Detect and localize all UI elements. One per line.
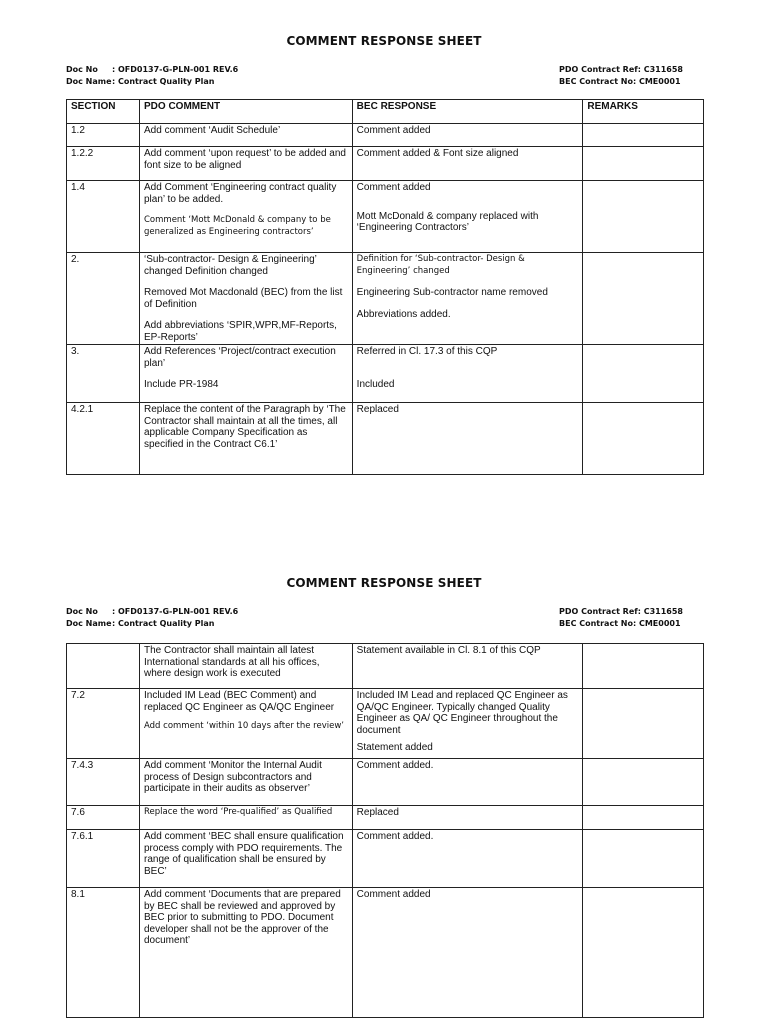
- table-row: [67, 689, 704, 759]
- bec-response-text: Replaced: [356, 404, 399, 415]
- bec-response-text: Replaced: [356, 807, 399, 818]
- pdo-comment-text: The Contractor shall maintain all latest International standards at all his offices, where design work is executed: [144, 645, 320, 679]
- table-row: [67, 147, 704, 181]
- contract-info: [559, 606, 683, 630]
- bec-response-text: Abbreviations added.: [356, 308, 451, 320]
- pdo-comment-cell: [140, 759, 353, 806]
- remarks-cell: [583, 147, 704, 181]
- table-row: [67, 345, 704, 403]
- pdo-comment-cell: [140, 689, 353, 759]
- doc-no-value: : OFD0137-G-PLN-001 REV.6: [112, 607, 239, 616]
- bec-response-text: Comment added: [356, 125, 431, 136]
- table-row: [67, 830, 704, 888]
- doc-info: [66, 606, 238, 630]
- bec-response-text: Statement available in Cl. 8.1 of this CQP: [356, 645, 541, 656]
- remarks-cell: [583, 759, 704, 806]
- pdo-comment-text: Removed Mot Macdonald (BEC) from the list of Definition: [144, 287, 343, 310]
- section-cell: 7.4.3: [67, 759, 140, 806]
- bec-contract-no: BEC Contract No: CME0001: [559, 77, 681, 86]
- section-cell: 7.6: [67, 806, 140, 830]
- table-header-row: [67, 100, 704, 124]
- remarks-cell: [583, 253, 704, 345]
- pdo-comment-text: Add References ‘Project/contract execution plan’: [144, 346, 336, 369]
- bec-response-text: Mott McDonald & company replaced with ‘Engineering Contractors’: [356, 210, 539, 233]
- table-row: [67, 253, 704, 345]
- pdo-comment-text: Add comment ‘BEC shall ensure qualification process comply with PDO requirements. The range of qualification shall be ensured by BEC’: [144, 831, 344, 877]
- pdo-comment-cell: [140, 147, 353, 181]
- pdo-comment-cell: [140, 806, 353, 830]
- section-cell: 3.: [67, 345, 140, 403]
- remarks-cell: [583, 403, 704, 475]
- contract-info: [559, 64, 683, 88]
- pdo-comment-cell: [140, 181, 353, 253]
- bec-response-text: Definition for ‘Sub-contractor- Design & Engineering’ changed: [356, 254, 525, 276]
- pdo-comment-cell: [140, 888, 353, 1018]
- section-cell: 1.2: [67, 124, 140, 147]
- bec-response-cell: [352, 644, 583, 689]
- pdo-comment-cell: [140, 253, 353, 345]
- column-header-bec-response: BEC RESPONSE: [352, 100, 583, 124]
- section-cell: 4.2.1: [67, 403, 140, 475]
- pdo-comment-text: Add comment ‘upon request’ to be added and font size to be aligned: [144, 148, 346, 171]
- section-cell: 1.4: [67, 181, 140, 253]
- pdo-contract-ref: PDO Contract Ref: C311658: [559, 65, 683, 74]
- doc-info: [66, 64, 238, 88]
- bec-response-cell: [352, 806, 583, 830]
- doc-no-value: : OFD0137-G-PLN-001 REV.6: [112, 65, 239, 74]
- sheet-title: COMMENT RESPONSE SHEET: [286, 34, 482, 48]
- pdo-comment-text: Include PR-1984: [144, 379, 219, 390]
- bec-response-cell: [352, 830, 583, 888]
- section-cell: 7.6.1: [67, 830, 140, 888]
- pdo-comment-text: Add comment ‘Monitor the Internal Audit process of Design subcontractors and participate in their audits as observer’: [144, 760, 322, 794]
- bec-response-text: Included: [356, 378, 395, 390]
- remarks-cell: [583, 689, 704, 759]
- bec-response-text: Comment added.: [356, 831, 434, 842]
- section-cell: 1.2.2: [67, 147, 140, 181]
- pdo-comment-cell: [140, 830, 353, 888]
- table-row: [67, 806, 704, 830]
- bec-response-text: Statement added: [356, 742, 433, 753]
- pdo-comment-text: Add comment ‘Audit Schedule’: [144, 125, 281, 136]
- remarks-cell: [583, 181, 704, 253]
- bec-response-text: Referred in Cl. 17.3 of this CQP: [356, 346, 498, 357]
- table-row: [67, 403, 704, 475]
- pdo-contract-ref: PDO Contract Ref: C311658: [559, 607, 683, 616]
- pdo-comment-text: Replace the word ‘Pre-qualified’ as Qualified: [144, 807, 333, 817]
- section-cell: [67, 644, 140, 689]
- section-cell: 7.2: [67, 689, 140, 759]
- sheet-title: COMMENT RESPONSE SHEET: [286, 576, 482, 590]
- column-header-remarks: REMARKS: [583, 100, 704, 124]
- bec-response-text: Engineering Sub-contractor name removed: [356, 287, 548, 298]
- bec-response-cell: [352, 403, 583, 475]
- pdo-comment-cell: [140, 124, 353, 147]
- doc-name-label: Doc Name: [66, 77, 112, 86]
- section-cell: 8.1: [67, 888, 140, 1018]
- doc-no-label: Doc No: [66, 65, 98, 74]
- remarks-cell: [583, 124, 704, 147]
- doc-name-value: : Contract Quality Plan: [112, 619, 215, 628]
- bec-response-cell: [352, 124, 583, 147]
- doc-name-value: : Contract Quality Plan: [112, 77, 215, 86]
- remarks-cell: [583, 888, 704, 1018]
- bec-contract-no: BEC Contract No: CME0001: [559, 619, 681, 628]
- bec-response-cell: [352, 759, 583, 806]
- bec-response-cell: [352, 147, 583, 181]
- bec-response-cell: [352, 181, 583, 253]
- pdo-comment-text: Add abbreviations ‘SPIR,WPR,MF-Reports, EP-Reports’: [144, 320, 337, 343]
- remarks-cell: [583, 644, 704, 689]
- remarks-cell: [583, 345, 704, 403]
- bec-response-text: Included IM Lead and replaced QC Engineer as QA/QC Engineer. Typically changed Quality Engineer as QA/ QC Engineer throughout the document: [356, 690, 568, 736]
- table-row: [67, 181, 704, 253]
- pdo-comment-cell: [140, 644, 353, 689]
- remarks-cell: [583, 806, 704, 830]
- bec-response-cell: [352, 689, 583, 759]
- remarks-cell: [583, 830, 704, 888]
- pdo-comment-cell: [140, 403, 353, 475]
- pdo-comment-text: Comment ‘Mott McDonald & company to be generalized as Engineering contractors’: [144, 215, 331, 237]
- bec-response-cell: [352, 253, 583, 345]
- pdo-comment-text: Included IM Lead (BEC Comment) and replaced QC Engineer as QA/QC Engineer: [144, 690, 335, 713]
- table-row: [67, 644, 704, 689]
- pdo-comment-text: ‘Sub-contractor- Design & Engineering’ changed Definition changed: [144, 254, 317, 277]
- doc-no-label: Doc No: [66, 607, 98, 616]
- bec-response-text: Comment added & Font size aligned: [356, 148, 519, 159]
- pdo-comment-text: Add Comment ‘Engineering contract quality plan’ to be added.: [144, 182, 337, 205]
- table-row: [67, 888, 704, 1018]
- bec-response-text: Comment added.: [356, 760, 434, 771]
- bec-response-cell: [352, 888, 583, 1018]
- pdo-comment-cell: [140, 345, 353, 403]
- bec-response-text: Comment added: [356, 889, 431, 900]
- pdo-comment-text: Replace the content of the Paragraph by ‘The Contractor shall maintain at all the times, all applicable Company Specification as specified in the Contract C6.1’: [144, 404, 346, 450]
- comment-table: [66, 99, 704, 475]
- section-cell: 2.: [67, 253, 140, 345]
- pdo-comment-text: Add comment ‘within 10 days after the review’: [144, 721, 344, 731]
- pdo-comment-text: Add comment ‘Documents that are prepared by BEC shall be reviewed and approved by BEC prior to submitting to PDO. Document developer shall not be the approver of the document’: [144, 889, 341, 946]
- table-row: [67, 759, 704, 806]
- table-row: [67, 124, 704, 147]
- column-header-section: SECTION: [67, 100, 140, 124]
- comment-table: [66, 643, 704, 1018]
- doc-name-label: Doc Name: [66, 619, 112, 628]
- column-header-pdo-comment: PDO COMMENT: [140, 100, 353, 124]
- bec-response-text: Comment added: [356, 182, 431, 193]
- bec-response-cell: [352, 345, 583, 403]
